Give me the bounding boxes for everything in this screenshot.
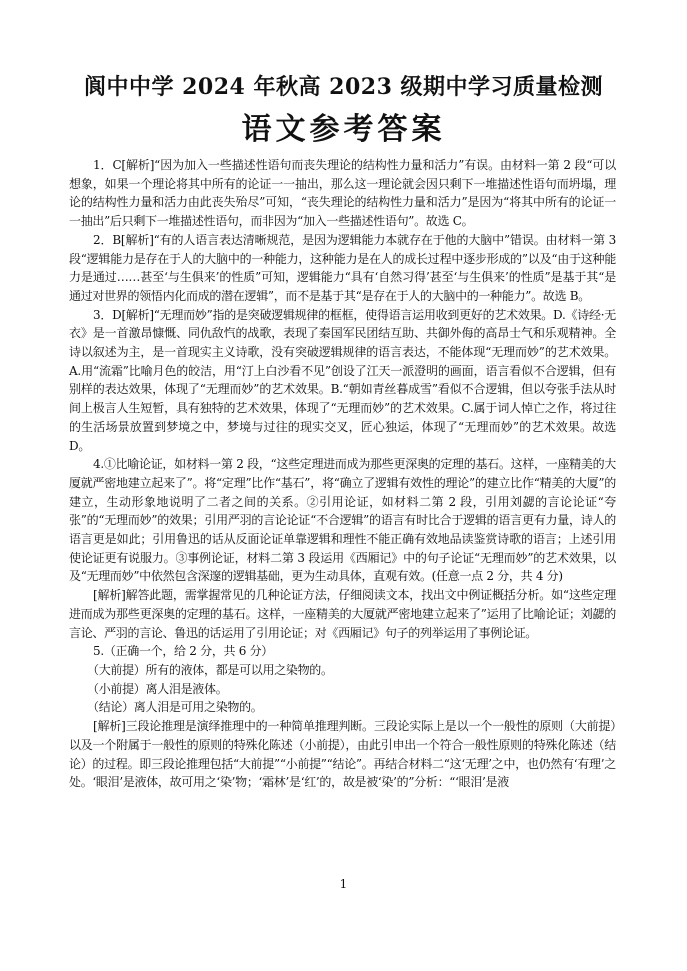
major-premise: （大前提）所有的液体，都是可以用之染物的。: [87, 662, 333, 677]
answer-5-analysis: [解析]三段论推理是演绎推理中的一种简单推理判断。三段论实际上是以一个一般性的原则（大前提）以及一个附属于一般性的原则的特殊化陈述（小前提），由此引申出一个符合一般性原则的特殊化陈述（结论）的过程。即三段论推理包括“大前提”“小前提”“结论”。再结合材料二“这‘无理’之中，也仍然有‘有理’之处。‘眼泪’是液体，故可用之‘染’物；‘霜林’是‘红’的，故是被‘染’的”分析：“‘眼泪’是液: [69, 719, 616, 790]
document-subtitle: 语文参考答案: [241, 112, 446, 147]
document-title: 阆中中学 2024 年秋高 2023 级期中学习质量检测: [83, 74, 604, 100]
document-body: [69, 156, 616, 792]
minor-premise: （小前提）离人泪是液体。: [87, 681, 228, 696]
answer-4-paragraph: 4.①比喻论证，如材料一第 2 段，“这些定理进而成为那些更深奥的定理的基石。这样，一座精美的大厦就严密地建立起来了”。将“定理”比作“基石”，将“确立了逻辑有效性的理论”的建立比作“精美的大厦”的建立，生动形象地说明了二者之间的关系。②引用论证，如材料二第 2 段，引用刘勰的言论论证“夸张”的“无理而妙”的效果；引用严羽的言论论证“不合逻辑”的语言有时比合于逻辑的语言更有力量，诗人的语言更是如此；引用鲁迅的话从反面论证单靠逻辑和理性不能正确有效地品读鉴赏诗歌的语言；上述引用使论证更有说服力。③事例论证，材料二第 3 段运用《西厢记》中的句子论证“无理而妙”的艺术效果，以及“无理而妙”中依然包含深邃的逻辑基础，更为生动具体，直观有效。(任意一点 2 分，共 4 分): [69, 457, 616, 584]
answer-1-paragraph: 1．C[解析]“因为加入一些描述性语句而丧失理论的结构性力量和活力”有误。由材料一第 2 段“可以想象，如果一个理论将其中所有的论证一一抽出，那么这一理论就会因只剩下一堆描述性语句而坍塌，理论的结构性力量和活力由此丧失殆尽”可知，“丧失理论的结构性力量和活力”是因为“将其中所有的论证一一抽出”后只剩下一堆描述性语句，而非因为“加入一些描述性语句”。故选 C。: [69, 158, 616, 229]
page-number: 1: [339, 877, 348, 891]
conclusion: （结论）离人泪是可用之染物的。: [87, 700, 263, 715]
answer-5-heading: 5.（正确一个，给 2 分，共 6 分）: [93, 644, 273, 659]
answer-3-paragraph: 3．D[解析]“无理而妙”指的是突破逻辑规律的框框，使得语言运用收到更好的艺术效果。D.《诗经·无衣》是一首激昂慷慨、同仇敌忾的战歌，表现了秦国军民团结互助、共御外侮的高昂士气和乐观精神。全诗以叙述为主，是一首现实主义诗歌，没有突破逻辑规律的语言表达，不能体现“无理而妙”的艺术效果。A.用“流霜”比喻月色的皎洁，用“汀上白沙看不见”创设了江天一派澄明的画面，语言看似不合逻辑，但有别样的表达效果，体现了“无理而妙”的艺术效果。B.“朝如青丝暮成雪”看似不合逻辑，但以夸张手法从时间上极言人生短暂，具有独特的艺术效果，体现了“无理而妙”的艺术效果。C.属于词人悼亡之作，将过往的生活场景放置到梦境之中，梦境与过往的现实交叉，匠心独运，体现了“无理而妙”的艺术效果。故选 D。: [69, 307, 616, 453]
answer-4-analysis: [解析]解答此题，需掌握常见的几种论证方法，仔细阅读文本，找出文中例证概括分析。如“这些定理进而成为那些更深奥的定理的基石。这样，一座精美的大厦就严密地建立起来了”运用了比喻论证；刘勰的言论、严羽的言论、鲁迅的话运用了引用论证；对《西厢记》句子的列举运用了事例论证。: [69, 588, 616, 640]
answer-2-paragraph: 2．B[解析]“有的人语言表达清晰规范，是因为逻辑能力本就存在于他的大脑中”错误。由材料一第 3 段“逻辑能力是存在于人的大脑中的一种能力，这种能力是在人的成长过程中逐步形成的”以及“由于这种能力是通过……甚至‘与生俱来’的性质”可知，逻辑能力“具有‘自然习得’甚至‘与生俱来’的性质”是基于其“是通过对世界的领悟内化而成的潜在逻辑”，而不是基于其“是存在于人的大脑中的一种能力”。故选 B。: [69, 232, 616, 303]
